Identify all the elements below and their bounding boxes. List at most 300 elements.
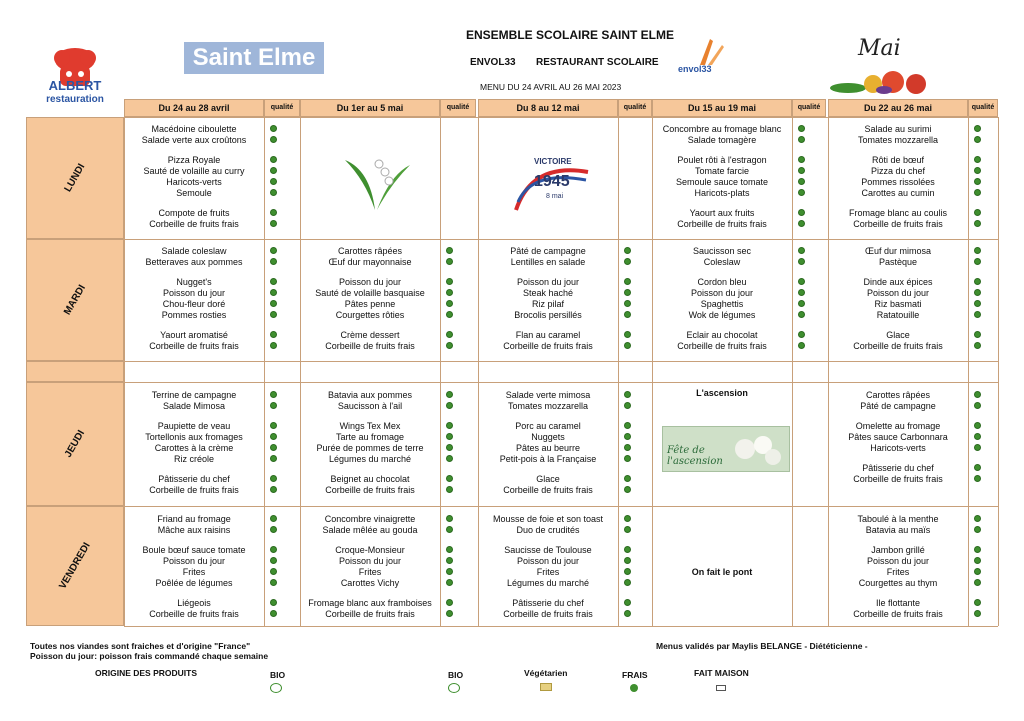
menu-group: [652, 208, 792, 230]
bio-quality-icon: [270, 189, 277, 196]
menu-group: [124, 246, 264, 268]
victoire-1945-icon: [512, 152, 592, 214]
menu-group: [828, 208, 968, 230]
quality-col-mardi-2: [446, 246, 453, 361]
menu-item: Steak haché: [522, 288, 574, 298]
menu-item: Corbeille de fruits frais: [853, 341, 943, 351]
menu-item: Paupiette de veau: [157, 421, 231, 431]
bio-quality-icon: [974, 515, 981, 522]
bio-quality-icon: [270, 568, 277, 575]
quality-col-lundi-1: [270, 124, 277, 239]
quality-col-mardi-5: [974, 246, 981, 361]
menu-group: [300, 514, 440, 536]
menu-item: Poisson du jour: [516, 556, 580, 566]
bio-quality-icon: [270, 402, 277, 409]
menu-item: Mâche aux raisins: [157, 525, 231, 535]
menu-item: Concombre au fromage blanc: [662, 124, 782, 134]
menu-group: [124, 155, 264, 199]
menu-item: Pâtisserie du chef: [512, 598, 584, 608]
menu-item: Poulet rôti à l'estragon: [677, 155, 767, 165]
bio-quality-icon: [270, 486, 277, 493]
bio-quality-icon: [446, 342, 453, 349]
menu-item: Pâté de campagne: [510, 246, 586, 256]
bio-quality-icon: [624, 331, 631, 338]
quality-col-vendredi-2: [446, 514, 453, 629]
bio-quality-icon: [798, 178, 805, 185]
menu-group: [124, 421, 264, 465]
victoire-date-text: 8 mai: [546, 193, 564, 200]
menu-item: Betteraves aux pommes: [145, 257, 243, 267]
menu-item: Corbeille de fruits frais: [149, 609, 239, 619]
bio-quality-icon: [270, 526, 277, 533]
bio-quality-icon: [798, 331, 805, 338]
menu-item: Courgettes rôties: [335, 310, 405, 320]
ascension-title: L'ascension: [696, 388, 748, 398]
bio-quality-icon: [446, 258, 453, 265]
day-cell-lundi: [26, 117, 124, 239]
bio-quality-icon: [446, 546, 453, 553]
restaurant-label: RESTAURANT SCOLAIRE: [536, 57, 659, 68]
menu-item: Chou-fleur doré: [162, 299, 226, 309]
bio-quality-icon: [624, 289, 631, 296]
menu-group: [478, 421, 618, 465]
bio-quality-icon: [624, 444, 631, 451]
bio-quality-icon: [798, 125, 805, 132]
menu-item: Sauté de volaille basquaise: [315, 288, 425, 298]
quality-header-2: qualité: [440, 99, 476, 117]
bio-quality-icon: [974, 125, 981, 132]
bio-quality-icon: [270, 209, 277, 216]
bio-quality-icon: [974, 464, 981, 471]
menu-item: Pizza du chef: [870, 166, 926, 176]
menu-group: [478, 514, 618, 536]
menu-item: Jambon grillé: [871, 545, 925, 555]
bio-quality-icon: [974, 178, 981, 185]
menu-item: Salade verte aux croûtons: [141, 135, 247, 145]
menu-item: Ile flottante: [875, 598, 921, 608]
bio-quality-icon: [270, 125, 277, 132]
menu-item: Yaourt aux fruits: [689, 208, 755, 218]
menu-group: [652, 124, 792, 146]
menu-item: Purée de pommes de terre: [316, 443, 424, 453]
envol-label: ENVOL33: [470, 57, 516, 68]
menu-item: Dinde aux épices: [863, 277, 933, 287]
grid-hline: [124, 361, 998, 362]
bio-label-icon: [270, 683, 282, 693]
bio-quality-icon: [624, 515, 631, 522]
week-header-2: Du 1er au 5 mai: [300, 99, 440, 117]
bio-quality-icon: [974, 156, 981, 163]
grid-vline: [998, 117, 999, 626]
bio-quality-icon: [798, 300, 805, 307]
envol-logo-text: envol33: [678, 64, 712, 74]
bio-quality-icon: [624, 568, 631, 575]
menu-group: [828, 545, 968, 589]
menu-item: Semoule sauce tomate: [675, 177, 769, 187]
menu-item: Poisson du jour: [866, 556, 930, 566]
menu-item: Corbeille de fruits frais: [149, 485, 239, 495]
menu-group: [300, 545, 440, 589]
menu-group: [828, 155, 968, 199]
day-label-vendredi: VENDREDI: [57, 540, 93, 592]
menu-item: Fromage blanc au coulis: [848, 208, 948, 218]
bio-quality-icon: [270, 444, 277, 451]
menu-item: Poisson du jour: [338, 556, 402, 566]
menu-item: Spaghettis: [700, 299, 744, 309]
menu-item: Riz créole: [173, 454, 214, 464]
bio-quality-icon: [798, 136, 805, 143]
grid-vline: [618, 117, 619, 626]
menu-item: Corbeille de fruits frais: [149, 341, 239, 351]
menu-item: Corbeille de fruits frais: [853, 609, 943, 619]
bio-quality-icon: [974, 189, 981, 196]
menu-group: [652, 246, 792, 268]
menu-group: [652, 330, 792, 352]
quality-col-lundi-5: [974, 124, 981, 239]
menu-item: Tomates mozzarella: [857, 135, 939, 145]
menu-item: Pâtes au beurre: [515, 443, 581, 453]
bio-quality-icon: [974, 433, 981, 440]
menu-item: Corbeille de fruits frais: [325, 341, 415, 351]
day-cell-mardi: [26, 239, 124, 361]
menu-item: Légumes du marché: [328, 454, 412, 464]
menu-item: Corbeille de fruits frais: [503, 485, 593, 495]
menu-item: Flan au caramel: [515, 330, 581, 340]
bio-quality-icon: [974, 278, 981, 285]
bio-label-icon-2: [448, 683, 460, 693]
menu-item: Eclair au chocolat: [686, 330, 758, 340]
bio-quality-icon: [624, 599, 631, 606]
bio-quality-icon: [270, 220, 277, 227]
menu-group: [124, 598, 264, 620]
bio-quality-icon: [624, 342, 631, 349]
bio-quality-icon: [974, 610, 981, 617]
menu-item: Frites: [358, 567, 382, 577]
menu-item: Courgettes au thym: [858, 578, 938, 588]
mai-logo-text: Mai: [858, 36, 901, 61]
bio-quality-icon: [270, 579, 277, 586]
menu-item: Pâtes sauce Carbonnara: [848, 432, 948, 442]
menu-item: Carottes Vichy: [340, 578, 400, 588]
menu-item: Glace: [886, 330, 910, 340]
menu-group: [828, 514, 968, 536]
bio-quality-icon: [798, 342, 805, 349]
menu-cell-jeudi-5: [828, 390, 968, 494]
menu-item: Tarte au fromage: [335, 432, 405, 442]
menu-item: Haricots-verts: [870, 443, 926, 453]
footer-note-fish: Poisson du jour: poisson frais commandé chaque semaine: [30, 651, 269, 661]
menu-item: Tortellonis aux fromages: [145, 432, 243, 442]
bio-quality-icon: [270, 422, 277, 429]
menu-group: [652, 155, 792, 199]
menu-item: Semoule: [176, 188, 212, 198]
bio-quality-icon: [798, 220, 805, 227]
footer-note-meat: Toutes nos viandes sont fraiches et d'origine "France": [30, 641, 251, 651]
menu-item: Omelette au fromage: [855, 421, 941, 431]
bio-quality-icon: [270, 289, 277, 296]
menu-group: [828, 330, 968, 352]
quality-col-vendredi-3: [624, 514, 631, 629]
menu-item: Poisson du jour: [516, 277, 580, 287]
menu-group: [300, 474, 440, 496]
menu-item: Frites: [536, 567, 560, 577]
menu-item: Nuggets: [531, 432, 565, 442]
menu-item: Poêlée de légumes: [155, 578, 233, 588]
menu-group: [478, 474, 618, 496]
quality-header-3: qualité: [618, 99, 652, 117]
bio-quality-icon: [974, 136, 981, 143]
bio-quality-icon: [270, 546, 277, 553]
menu-item: Porc au caramel: [515, 421, 581, 431]
bio-quality-icon: [270, 342, 277, 349]
menu-item: Corbeille de fruits frais: [853, 474, 943, 484]
day-label-mardi: MARDI: [62, 283, 88, 317]
bio-quality-icon: [446, 444, 453, 451]
menu-item: Poisson du jour: [162, 556, 226, 566]
menu-group: [478, 390, 618, 412]
bio-quality-icon: [446, 475, 453, 482]
menu-item: Pâtisserie du chef: [158, 474, 230, 484]
menu-item: Fromage blanc aux framboises: [308, 598, 432, 608]
menu-cell-lundi-1: [124, 124, 264, 239]
menu-item: Carottes à la crème: [154, 443, 234, 453]
bio-quality-icon: [446, 331, 453, 338]
menu-item: Rôti de bœuf: [871, 155, 925, 165]
menu-item: Riz pilaf: [531, 299, 564, 309]
bio-quality-icon: [974, 311, 981, 318]
legend-bio-2: BIO: [448, 670, 464, 680]
menu-item: Salade verte mimosa: [505, 390, 591, 400]
menu-item: Corbeille de fruits frais: [325, 609, 415, 619]
menu-cell-mardi-3: [478, 246, 618, 361]
bio-quality-icon: [974, 342, 981, 349]
menu-item: Pâtisserie du chef: [862, 463, 934, 473]
menu-group: [124, 330, 264, 352]
menu-item: Salade Mimosa: [162, 401, 226, 411]
menu-group: [124, 514, 264, 536]
menu-item: Pommes rosties: [161, 310, 227, 320]
week-header-3: Du 8 au 12 mai: [478, 99, 618, 117]
footer-validated: Menus validés par Maylis BELANGE - Diététicienne -: [656, 641, 868, 651]
menu-group: [300, 246, 440, 268]
grid-hline: [124, 117, 998, 118]
bio-quality-icon: [974, 422, 981, 429]
grid-vline: [440, 117, 441, 626]
bio-quality-icon: [798, 289, 805, 296]
menu-cell-jeudi-2: [300, 390, 440, 505]
menu-item: Beignet au chocolat: [330, 474, 410, 484]
bio-quality-icon: [270, 311, 277, 318]
bio-quality-icon: [446, 247, 453, 254]
quality-col-jeudi-1: [270, 390, 277, 505]
bio-quality-icon: [270, 433, 277, 440]
bio-quality-icon: [974, 568, 981, 575]
menu-item: Frites: [182, 567, 206, 577]
menu-item: Nugget's: [176, 277, 212, 287]
bio-quality-icon: [446, 610, 453, 617]
bio-quality-icon: [624, 579, 631, 586]
day-cell-jeudi: [26, 382, 124, 506]
menu-group: [828, 246, 968, 268]
menu-group: [828, 463, 968, 485]
menu-cell-vendredi-3: [478, 514, 618, 629]
menu-item: Mousse de foie et son toast: [492, 514, 604, 524]
page-title: ENSEMBLE SCOLAIRE SAINT ELME: [465, 28, 674, 42]
menu-group: [124, 208, 264, 230]
quality-col-vendredi-5: [974, 514, 981, 629]
menu-group: [300, 598, 440, 620]
bio-quality-icon: [624, 546, 631, 553]
on-fait-le-pont: On fait le pont: [691, 567, 753, 577]
menu-item: Croque-Monsieur: [335, 545, 405, 555]
menu-cell-mardi-4: [652, 246, 792, 361]
bio-quality-icon: [270, 300, 277, 307]
bio-quality-icon: [974, 402, 981, 409]
bio-quality-icon: [270, 610, 277, 617]
legend-bio-1: BIO: [270, 670, 286, 680]
bio-quality-icon: [624, 422, 631, 429]
bio-quality-icon: [446, 486, 453, 493]
bio-quality-icon: [270, 331, 277, 338]
bio-quality-icon: [446, 579, 453, 586]
menu-cell-lundi-5: [828, 124, 968, 239]
bio-quality-icon: [270, 455, 277, 462]
victoire-year-text: 1945: [534, 173, 570, 190]
menu-group: [828, 277, 968, 321]
menu-item: Duo de crudités: [516, 525, 580, 535]
bio-quality-icon: [270, 247, 277, 254]
menu-item: Saucisse de Toulouse: [504, 545, 592, 555]
bio-quality-icon: [446, 311, 453, 318]
week-header-4: Du 15 au 19 mai: [652, 99, 792, 117]
bio-quality-icon: [446, 300, 453, 307]
legend-frais: FRAIS: [622, 670, 648, 680]
menu-group: [478, 598, 618, 620]
bio-quality-icon: [446, 278, 453, 285]
grid-vline: [968, 117, 969, 626]
bio-quality-icon: [974, 475, 981, 482]
menu-item: Salade au surimi: [864, 124, 932, 134]
menu-item: Coleslaw: [703, 257, 741, 267]
menu-cell-vendredi-5: [828, 514, 968, 629]
victoire-top-text: VICTOIRE: [534, 157, 572, 166]
legend-fait-maison: FAIT MAISON: [694, 668, 749, 678]
albert-brand-name: ALBERT: [48, 78, 102, 93]
menu-item: Batavia au maïs: [865, 525, 931, 535]
menu-item: Poisson du jour: [338, 277, 402, 287]
bio-quality-icon: [974, 220, 981, 227]
bio-quality-icon: [270, 136, 277, 143]
bio-quality-icon: [270, 156, 277, 163]
bio-quality-icon: [624, 475, 631, 482]
menu-item: Tomate farcie: [694, 166, 750, 176]
menu-group: [124, 277, 264, 321]
menu-item: Wings Tex Mex: [339, 421, 401, 431]
menu-item: Poisson du jour: [690, 288, 754, 298]
bio-quality-icon: [624, 526, 631, 533]
menu-group: [124, 390, 264, 412]
grid-hline: [124, 506, 998, 507]
menu-item: Petit-pois à la Française: [499, 454, 597, 464]
frais-icon: [630, 684, 638, 692]
menu-item: Glace: [536, 474, 560, 484]
menu-item: Tomates mozzarella: [507, 401, 589, 411]
menu-cell-vendredi-1: [124, 514, 264, 629]
bio-quality-icon: [974, 579, 981, 586]
menu-item: Pizza Royale: [167, 155, 221, 165]
bio-quality-icon: [974, 391, 981, 398]
bio-quality-icon: [624, 486, 631, 493]
menu-item: Légumes du marché: [506, 578, 590, 588]
bio-quality-icon: [270, 475, 277, 482]
grid-vline: [264, 117, 265, 626]
menu-group: [124, 124, 264, 146]
quality-col-mardi-1: [270, 246, 277, 361]
week-header-5: Du 22 au 26 mai: [828, 99, 968, 117]
menu-item: Corbeille de fruits frais: [503, 609, 593, 619]
menu-item: Carottes au cumin: [861, 188, 935, 198]
quality-col-vendredi-1: [270, 514, 277, 629]
quality-col-jeudi-5: [974, 390, 981, 494]
bio-quality-icon: [446, 433, 453, 440]
grid-vline: [792, 117, 793, 626]
bio-quality-icon: [974, 557, 981, 564]
bio-quality-icon: [798, 189, 805, 196]
grid-hline: [124, 239, 998, 240]
menu-item: Ratatouille: [876, 310, 920, 320]
bio-quality-icon: [624, 278, 631, 285]
menu-item: Lentilles en salade: [510, 257, 586, 267]
bio-quality-icon: [270, 599, 277, 606]
menu-item: Compote de fruits: [158, 208, 230, 218]
menu-item: Terrine de campagne: [151, 390, 237, 400]
menu-item: Poisson du jour: [866, 288, 930, 298]
bio-quality-icon: [624, 557, 631, 564]
bio-quality-icon: [624, 391, 631, 398]
day-cell-mercredi: [26, 361, 124, 382]
bio-quality-icon: [624, 311, 631, 318]
menu-item: Corbeille de fruits frais: [503, 341, 593, 351]
menu-item: Pâté de campagne: [860, 401, 936, 411]
bio-quality-icon: [270, 167, 277, 174]
bio-quality-icon: [798, 278, 805, 285]
menu-group: [828, 421, 968, 454]
bio-quality-icon: [446, 557, 453, 564]
menu-group: [124, 474, 264, 496]
menu-item: Boule bœuf sauce tomate: [142, 545, 246, 555]
menu-item: Corbeille de fruits frais: [325, 485, 415, 495]
menu-cell-mardi-5: [828, 246, 968, 361]
menu-item: Riz basmati: [874, 299, 922, 309]
menu-group: [478, 277, 618, 321]
bio-quality-icon: [974, 331, 981, 338]
menu-period: MENU DU 24 AVRIL AU 26 MAI 2023: [480, 82, 622, 92]
day-label-lundi: LUNDI: [62, 162, 88, 194]
bio-quality-icon: [446, 391, 453, 398]
bio-quality-icon: [974, 300, 981, 307]
menu-item: Saucisson à l'ail: [337, 401, 403, 411]
menu-cell-mardi-1: [124, 246, 264, 361]
bio-quality-icon: [798, 258, 805, 265]
bio-quality-icon: [624, 247, 631, 254]
bio-quality-icon: [624, 610, 631, 617]
menu-item: Brocolis persillés: [514, 310, 582, 320]
menu-item: Pommes rissolées: [861, 177, 935, 187]
bio-quality-icon: [446, 526, 453, 533]
bio-quality-icon: [270, 391, 277, 398]
menu-item: Yaourt aromatisé: [160, 330, 228, 340]
menu-item: Liégeois: [177, 598, 211, 608]
